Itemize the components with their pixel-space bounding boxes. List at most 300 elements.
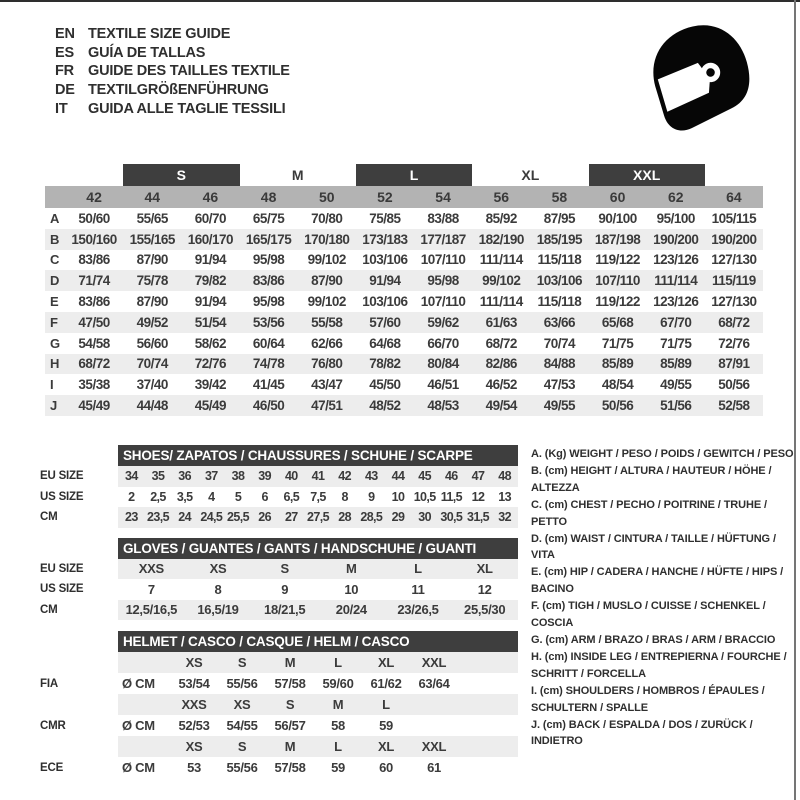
size-cell: 30 [418, 510, 432, 525]
size-value-cell: 90/100 [598, 210, 637, 226]
size-value-cell: 80/84 [427, 356, 459, 372]
size-value-cell: 55/58 [311, 314, 343, 330]
size-value-cell: 35/38 [78, 377, 110, 393]
legend-item: G. (cm) ARM / BRAZO / BRAS / ARM / BRACCIO [531, 633, 776, 646]
size-col-60: 60 [609, 189, 626, 205]
size-cell: 26 [258, 510, 272, 525]
size-value-cell: 115/118 [537, 294, 582, 310]
row-label: EU SIZE [40, 562, 84, 575]
legend-item: D. (cm) WAIST / CINTURA / TAILLE / HÜFTUNG / VITA [531, 532, 776, 562]
sub-table-row [40, 466, 518, 487]
size-value-cell: 50/56 [718, 377, 750, 393]
size-value-cell: 177/187 [420, 231, 466, 247]
row-label [40, 652, 118, 673]
size-cell: 9 [281, 581, 289, 597]
size-cell: 23 [124, 510, 138, 525]
size-cell: 8 [341, 489, 348, 504]
size-cell: 32 [498, 510, 512, 525]
row-cells [118, 466, 518, 487]
row-label: CM [40, 511, 58, 524]
size-value-cell: 170/180 [304, 231, 350, 247]
size-cell: 6 [261, 489, 268, 504]
language-title: TEXTILE SIZE GUIDE [88, 26, 231, 43]
sub-table-row [40, 600, 518, 621]
helmet-size-cell: XXL [421, 655, 447, 670]
size-value-cell: 150/160 [71, 231, 117, 247]
helmet-value-cell: 61 [427, 760, 441, 775]
size-cell: 34 [124, 469, 138, 484]
size-value-cell: 115/119 [712, 273, 756, 289]
size-cell: 2 [128, 489, 135, 504]
helmet-value-cell: 60 [379, 760, 393, 775]
size-value-cell: 182/190 [478, 231, 524, 247]
measurement-row-d [45, 270, 763, 291]
helmet-size-cell: L [334, 655, 342, 670]
size-col-58: 58 [551, 189, 568, 205]
helmet-size-table [40, 631, 518, 778]
helmet-size-cell: L [334, 739, 342, 754]
sub-table-row [40, 487, 518, 508]
legend-item: E. (cm) HIP / CADERA / HANCHE / HÜFTE / HIPS / BACINO [531, 566, 784, 596]
size-group-row [45, 164, 763, 186]
size-value-cell: 53/56 [252, 314, 285, 330]
size-value-cell: 76/80 [311, 356, 343, 372]
helmet-size-cell: M [332, 697, 344, 712]
size-value-cell: 123/126 [653, 294, 699, 310]
size-group-xxl: XXL [589, 164, 705, 186]
size-cell: 24 [178, 510, 192, 525]
size-value-cell: 74/78 [252, 356, 285, 372]
row-label: US SIZE [40, 583, 84, 596]
size-value-cell: 47/50 [78, 314, 110, 330]
helmet-size-cell: S [285, 697, 295, 712]
size-col-52: 52 [377, 189, 393, 205]
title-spacer [40, 445, 118, 466]
language-title: GUIDE DES TAILLES TEXTILE [88, 63, 290, 80]
size-cell: 12 [477, 581, 492, 597]
language-title-list [55, 25, 290, 118]
size-cell: XXS [138, 561, 164, 577]
diameter-spacer [118, 694, 170, 715]
size-group-l: L [356, 164, 472, 186]
size-value-cell: 99/102 [307, 252, 346, 268]
helmet-value-cell: 57/58 [274, 760, 306, 775]
size-value-cell: 72/76 [718, 335, 750, 351]
legend-item: J. (cm) BACK / ESPALDA / DOS / ZURÜCK / INDIETRO [531, 718, 753, 748]
helmet-sizes-row [40, 652, 518, 673]
legend-item: C. (cm) CHEST / PECHO / POITRINE / TRUHE / PETTO [531, 498, 767, 528]
size-value-cell: 68/72 [78, 356, 110, 372]
size-cell: 48 [498, 469, 512, 484]
helmet-value-cell: 52/53 [178, 718, 210, 733]
row-cells [118, 559, 518, 580]
size-value-cell: 70/74 [136, 356, 168, 372]
row-cells [118, 694, 518, 715]
size-cell: 4 [208, 489, 215, 504]
language-code: EN [55, 26, 75, 43]
size-value-cell: 95/100 [656, 210, 695, 226]
helmet-icon [647, 20, 759, 142]
size-cell: M [346, 561, 357, 577]
size-value-cell: 160/170 [187, 231, 234, 247]
size-value-cell: 87/90 [136, 294, 168, 310]
size-value-cell: 83/86 [78, 294, 110, 310]
size-value-cell: 56/60 [136, 335, 168, 351]
size-col-42: 42 [86, 189, 102, 205]
sub-table-row [40, 579, 518, 600]
size-cell: 16,5/19 [197, 602, 239, 618]
language-code: ES [55, 44, 74, 61]
size-value-cell: 127/130 [711, 252, 757, 268]
size-value-cell: 173/183 [362, 231, 408, 247]
size-value-cell: 54/58 [78, 335, 110, 351]
helmet-value-cell [410, 715, 458, 736]
size-value-cell: 83/86 [78, 252, 110, 268]
measurement-row-e [45, 291, 763, 312]
helmet-size-cell: M [284, 739, 296, 754]
language-row [55, 81, 290, 100]
language-row [55, 25, 290, 44]
size-value-cell: 99/102 [307, 294, 346, 310]
size-cell: 47 [471, 469, 485, 484]
size-value-cell: 49/54 [485, 398, 517, 414]
size-value-cell: 50/60 [78, 210, 110, 226]
helmet-value-cell: 63/64 [418, 676, 450, 691]
size-cell: 23/26,5 [397, 602, 439, 618]
size-cell: 46 [444, 469, 458, 484]
helmet-values-row [40, 715, 518, 736]
helmet-table-title: HELMET / CASCO / CASQUE / HELM / CASCO [118, 631, 518, 652]
size-value-cell: 46/50 [252, 398, 285, 414]
helmet-size-cell: XL [377, 655, 394, 670]
row-label: F [50, 314, 58, 330]
size-value-cell: 75/78 [136, 273, 168, 289]
size-value-cell: 95/98 [252, 252, 285, 268]
sub-tables [40, 445, 518, 778]
row-label [40, 694, 118, 715]
size-value-cell: 87/91 [718, 356, 750, 372]
measurement-row-i [45, 374, 763, 395]
size-col-50: 50 [318, 189, 335, 205]
language-row [55, 99, 290, 118]
helmet-sizes-row [40, 736, 518, 757]
size-value-cell: 66/70 [427, 335, 459, 351]
size-cell: 37 [204, 469, 218, 484]
size-cell: 44 [391, 469, 405, 484]
size-value-cell: 70/74 [543, 335, 576, 351]
size-cell: 24,5 [200, 510, 223, 525]
diameter-label: Ø CM [122, 760, 155, 775]
textile-size-table [45, 164, 763, 416]
size-value-cell: 48/54 [601, 377, 634, 393]
measurement-row-g [45, 333, 763, 354]
size-value-cell: 91/94 [194, 294, 227, 310]
size-cell: 10 [391, 489, 405, 504]
size-value-cell: 49/55 [543, 398, 576, 414]
size-cell: 6,5 [283, 489, 300, 504]
language-title: TEXTILGRÖßENFÜHRUNG [88, 82, 269, 99]
size-value-cell: 119/122 [595, 252, 640, 268]
size-value-cell: 51/56 [660, 398, 692, 414]
size-value-cell: 63/66 [543, 314, 576, 330]
size-value-cell: 68/72 [485, 335, 517, 351]
size-cell: 29 [391, 510, 405, 525]
measurement-row-a [45, 208, 763, 229]
size-value-cell: 70/80 [311, 210, 343, 226]
size-value-cell: 103/106 [536, 273, 583, 289]
size-value-cell: 85/89 [601, 356, 634, 372]
size-cell: 5 [234, 489, 242, 504]
language-title: GUIDA ALLE TAGLIE TESSILI [88, 100, 286, 117]
size-value-cell: 64/68 [369, 335, 401, 351]
size-value-cell: 105/115 [711, 210, 757, 226]
size-value-cell: 41/45 [252, 377, 285, 393]
size-value-cell: 107/110 [420, 252, 466, 268]
helmet-value-cell: 58 [331, 718, 345, 733]
size-value-cell: 95/98 [427, 273, 459, 289]
legend-item: F. (cm) TIGH / MUSLO / CUISSE / SCHENKEL / COSCIA [531, 600, 766, 630]
size-cell: 31,5 [467, 510, 489, 525]
helmet-size-cell: XL [377, 739, 394, 754]
size-cell: 2,5 [150, 489, 166, 504]
diameter-label: Ø CM [122, 676, 155, 691]
size-value-cell: 79/82 [194, 273, 227, 289]
size-value-cell: 47/53 [543, 377, 576, 393]
title-spacer [40, 538, 118, 559]
size-value-cell: 91/94 [194, 252, 227, 268]
size-value-cell: 49/55 [660, 377, 692, 393]
size-cell: 23,5 [147, 510, 169, 525]
size-value-cell: 49/52 [136, 314, 168, 330]
size-value-cell: 190/200 [711, 231, 757, 247]
helmet-value-cell: 59 [379, 718, 393, 733]
size-value-cell: 115/118 [537, 252, 582, 268]
size-value-cell: 78/82 [369, 356, 401, 372]
helmet-value-cell: 57/58 [274, 676, 306, 691]
size-value-cell: 44/48 [136, 398, 168, 414]
size-value-cell: 83/86 [252, 273, 285, 289]
size-group-m: M [291, 167, 304, 183]
size-cell: S [280, 561, 289, 577]
size-value-cell: 71/75 [601, 335, 634, 351]
size-cell: L [414, 561, 422, 577]
eu-sizes-row [45, 186, 763, 208]
size-value-cell: 87/95 [543, 210, 576, 226]
size-value-cell: 82/86 [485, 356, 517, 372]
size-cell: 9 [368, 489, 375, 504]
helmet-value-cell: 61/62 [370, 676, 402, 691]
helmet-size-cell: L [382, 697, 390, 712]
legend-item: A. (Kg) WEIGHT / PESO / POIDS / GEWITCH / PESO [531, 448, 794, 460]
size-value-cell: 39/42 [194, 377, 227, 393]
size-cell: 28 [338, 510, 352, 525]
size-value-cell: 107/110 [420, 294, 466, 310]
shoes-size-table [40, 445, 518, 528]
size-value-cell: 155/165 [129, 231, 175, 247]
helmet-size-cell: XXL [421, 739, 447, 754]
row-label: CM [40, 603, 58, 616]
size-cell: 28,5 [360, 510, 383, 525]
size-value-cell: 46/51 [427, 377, 459, 393]
diameter-label: Ø CM [122, 718, 155, 733]
size-col-48: 48 [260, 189, 277, 205]
size-cell: 38 [231, 469, 245, 484]
title-spacer [40, 631, 118, 652]
size-col-54: 54 [435, 189, 451, 205]
size-cell: 30,5 [440, 510, 463, 525]
row-cells [118, 736, 518, 757]
helmet-value-cell: 59 [331, 760, 345, 775]
row-label: J [50, 398, 58, 414]
size-cell: XS [209, 561, 227, 577]
size-value-cell: 48/52 [369, 398, 401, 414]
size-cell: 25,5 [227, 510, 249, 525]
size-value-cell: 43/47 [311, 377, 343, 393]
helmet-value-cell: 54/55 [226, 718, 258, 733]
language-code: IT [55, 100, 68, 117]
helmet-sizes-row [40, 694, 518, 715]
row-label: E [50, 294, 59, 310]
size-cell: 3,5 [176, 489, 193, 504]
helmet-value-cell: 53 [187, 760, 201, 775]
language-code: FR [55, 63, 74, 80]
measurement-legend [531, 446, 795, 750]
row-cells [118, 673, 518, 694]
size-value-cell: 111/114 [479, 252, 523, 268]
helmet-value-cell: 55/56 [226, 676, 258, 691]
helmet-size-cell: S [237, 739, 247, 754]
size-value-cell: 37/40 [136, 377, 168, 393]
size-value-cell: 103/106 [362, 252, 408, 268]
size-cell: 10 [344, 581, 359, 597]
size-value-cell: 75/85 [369, 210, 401, 226]
size-col-64: 64 [726, 189, 742, 205]
size-cell: 42 [338, 469, 352, 484]
size-value-cell: 187/198 [594, 231, 641, 247]
size-value-cell: 99/102 [482, 273, 521, 289]
size-value-cell: 72/76 [194, 356, 227, 372]
size-value-cell: 95/98 [252, 294, 285, 310]
language-code: DE [55, 82, 75, 99]
size-value-cell: 91/94 [369, 273, 401, 289]
size-value-cell: 87/90 [311, 273, 343, 289]
size-value-cell: 123/126 [653, 252, 699, 268]
row-label: I [50, 377, 54, 393]
size-value-cell: 67/70 [660, 314, 692, 330]
row-cells [118, 579, 518, 600]
size-col-44: 44 [144, 189, 161, 205]
size-value-cell: 45/50 [369, 377, 401, 393]
row-cells [118, 487, 518, 508]
gloves-table-title: GLOVES / GUANTES / GANTS / HANDSCHUHE / GUANTI [118, 538, 518, 559]
size-value-cell: 85/89 [660, 356, 692, 372]
size-value-cell: 165/175 [245, 231, 292, 247]
size-group-s: S [123, 164, 239, 186]
size-value-cell: 190/200 [653, 231, 699, 247]
size-value-cell: 58/62 [194, 335, 227, 351]
size-value-cell: 65/75 [252, 210, 285, 226]
size-value-cell: 52/58 [718, 398, 750, 414]
size-col-56: 56 [493, 189, 510, 205]
size-cell: 43 [364, 469, 378, 484]
size-value-cell: 85/92 [485, 210, 517, 226]
row-label [40, 736, 118, 757]
row-label: A [50, 210, 60, 226]
size-cell: 7,5 [310, 489, 326, 504]
measurement-row-b [45, 229, 763, 250]
size-cell: 41 [311, 469, 325, 484]
sub-table-row [40, 559, 518, 580]
size-cell: 11 [411, 581, 425, 597]
legend-item: I. (cm) SHOULDERS / HOMBROS / ÉPAULES / SCHULTERN / SPALLE [531, 684, 765, 714]
row-label: C [50, 252, 60, 268]
size-value-cell: 83/88 [427, 210, 459, 226]
size-value-cell: 107/110 [595, 273, 640, 289]
row-label: US SIZE [40, 490, 84, 503]
size-cell: 35 [151, 469, 165, 484]
size-value-cell: 48/53 [427, 398, 459, 414]
helmet-size-cell [410, 694, 458, 715]
size-value-cell: 47/51 [311, 398, 343, 414]
size-cell: 27,5 [307, 510, 329, 525]
language-row [55, 44, 290, 63]
language-row [55, 62, 290, 81]
size-cell: 8 [214, 581, 222, 597]
row-cells [118, 757, 518, 778]
size-cell: 39 [258, 469, 272, 484]
size-value-cell: 84/88 [543, 356, 576, 372]
size-cell: 40 [284, 469, 298, 484]
measurement-row-j [45, 395, 763, 416]
size-value-cell: 119/122 [595, 294, 640, 310]
helmet-size-cell: XS [185, 739, 203, 754]
size-value-cell: 61/63 [485, 314, 517, 330]
size-cell: 20/24 [335, 602, 367, 618]
size-value-cell: 60/64 [252, 335, 285, 351]
shoes-table-title: SHOES/ ZAPATOS / CHAUSSURES / SCHUHE / SCARPE [118, 445, 518, 466]
row-cells [118, 652, 518, 673]
helmet-size-cell: XXS [181, 697, 207, 712]
size-cell: 12,5/16,5 [125, 602, 178, 618]
size-cell: 10,5 [413, 489, 436, 504]
size-cell: 12 [471, 489, 485, 504]
row-cells [118, 715, 518, 736]
row-cells [118, 507, 518, 528]
size-value-cell: 71/75 [660, 335, 692, 351]
size-value-cell: 71/74 [78, 273, 110, 289]
language-title: GUÍA DE TALLAS [88, 44, 206, 61]
size-value-cell: 127/130 [711, 294, 757, 310]
size-cell: 13 [498, 489, 512, 504]
size-value-cell: 59/62 [427, 314, 459, 330]
standard-label: CMR [40, 719, 66, 732]
helmet-value-cell: 55/56 [226, 760, 258, 775]
legend-item: H. (cm) INSIDE LEG / ENTREPIERNA / FOURCHE / SCHRITT / FORCELLA [531, 650, 787, 680]
size-group-xl: XL [521, 167, 540, 183]
helmet-value-cell: 56/57 [274, 718, 306, 733]
row-label-spacer [45, 186, 65, 208]
size-cell: 11,5 [440, 489, 462, 504]
helmet-size-cell: S [237, 655, 247, 670]
row-cells [118, 600, 518, 621]
gloves-size-table [40, 538, 518, 621]
legend-item: B. (cm) HEIGHT / ALTURA / HAUTEUR / HÖHE / ALTEZZA [531, 464, 772, 494]
size-cell: 25,5/30 [464, 602, 506, 618]
measurement-row-f [45, 312, 763, 333]
size-col-62: 62 [667, 189, 684, 205]
top-border-line [0, 0, 800, 2]
size-value-cell: 65/68 [601, 314, 634, 330]
